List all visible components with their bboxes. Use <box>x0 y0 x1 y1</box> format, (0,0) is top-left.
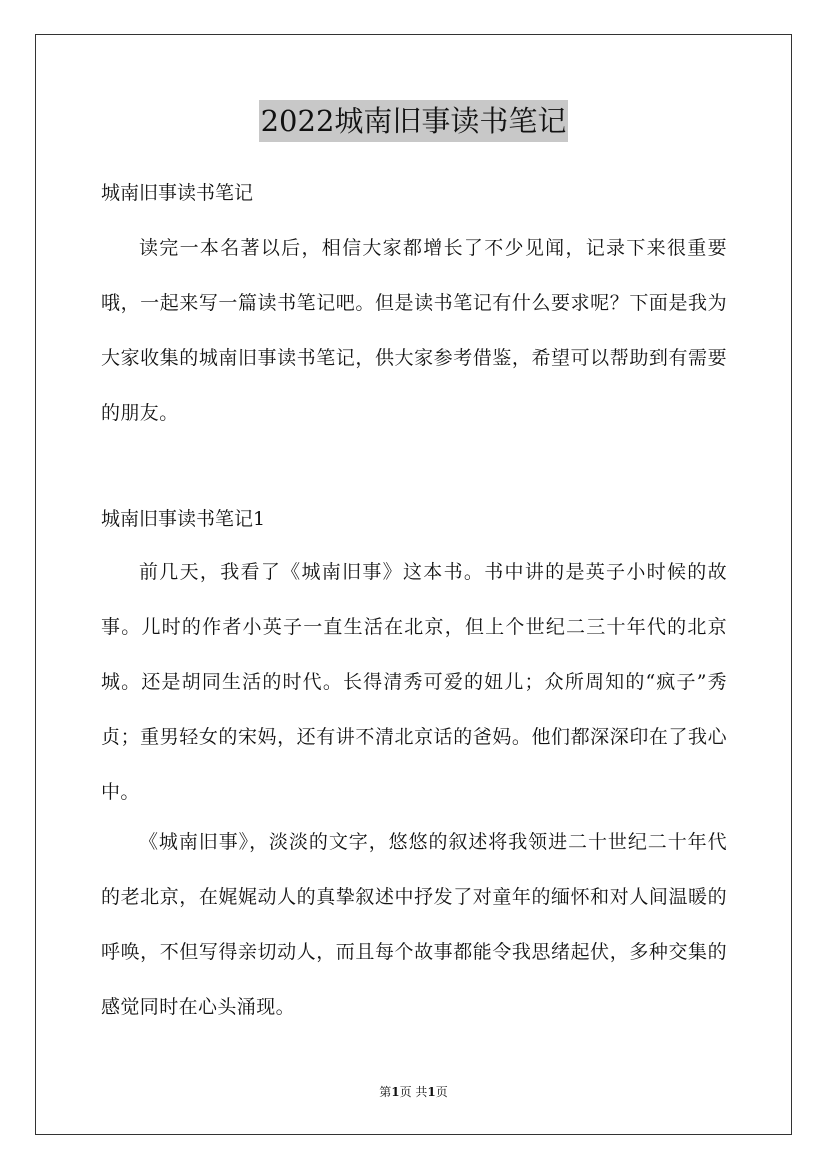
footer-page-mid: 页 共 <box>399 1085 428 1099</box>
title-container <box>0 100 827 142</box>
footer-page-total: 1 <box>427 1085 436 1099</box>
footer-page-prefix: 第 <box>379 1085 392 1099</box>
section-1-paragraph-1: 前几天，我看了《城南旧事》这本书。书中讲的是英子小时候的故事。儿时的作者小英子一直生活在北京，但上个世纪二三十年代的北京城。还是胡同生活的时代。长得清秀可爱的妞儿；众所周知的“疯子”秀贞；重男轻女的宋妈，还有讲不清北京话的爸妈。他们都深深印在了我心中。 <box>101 561 727 803</box>
footer-page-current: 1 <box>391 1085 400 1099</box>
page-footer <box>0 1084 827 1100</box>
footer-page-suffix: 页 <box>435 1085 448 1099</box>
section-1-heading: 城南旧事读书笔记1 <box>101 508 266 530</box>
intro-heading: 城南旧事读书笔记 <box>101 182 254 204</box>
section-1-paragraph-2: 《城南旧事》，淡淡的文字，悠悠的叙述将我领进二十世纪二十年代的老北京，在娓娓动人的真挚叙述中抒发了对童年的缅怀和对人间温暖的呼唤，不但写得亲切动人，而且每个故事都能令我思绪起伏，多种交集的感觉同时在心头涌现。 <box>101 831 727 1018</box>
intro-paragraph: 读完一本名著以后，相信大家都增长了不少见闻，记录下来很重要哦，一起来写一篇读书笔记吧。但是读书笔记有什么要求呢？下面是我为大家收集的城南旧事读书笔记，供大家参考借鉴，希望可以帮助到有需要的朋友。 <box>101 237 727 424</box>
document-title: 2022城南旧事读书笔记 <box>259 100 569 142</box>
